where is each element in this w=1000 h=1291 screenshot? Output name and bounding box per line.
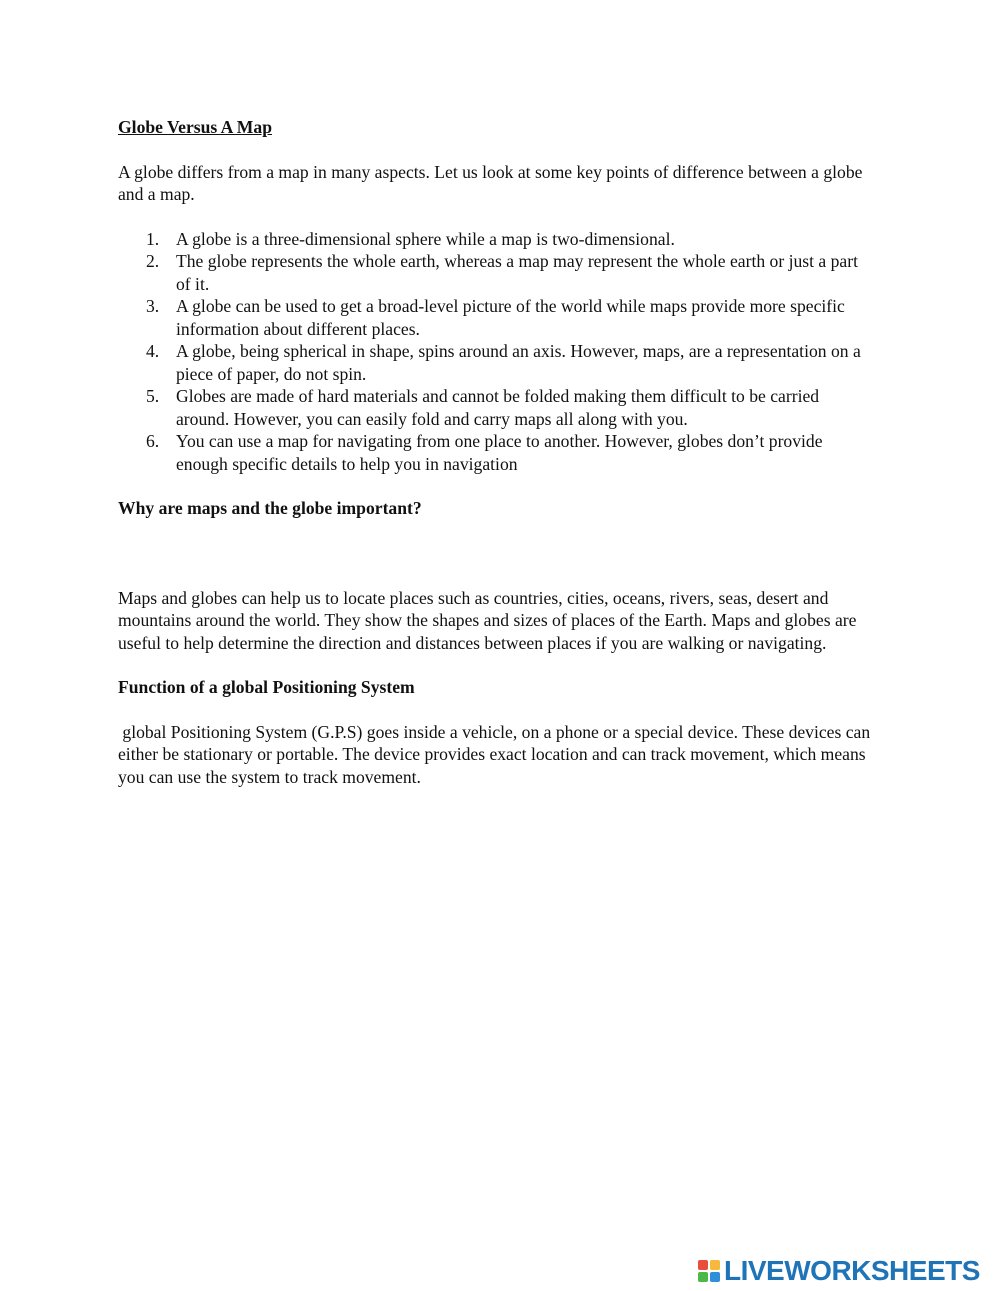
liveworksheets-logo [698,1256,980,1286]
list-item: Globes are made of hard materials and cannot be folded making them difficult to be carried around. However, you can easily fold and carry maps all along with you. [176,386,820,429]
list-item: A globe can be used to get a broad-level picture of the world while maps provide more specific information about different places. [176,296,845,339]
gps-paragraph: global Positioning System (G.P.S) goes inside a vehicle, on a phone or a special device. These devices can either be stationary or portable. The device provides exact location and can track movement, which means you can use the system to track movement. [118,721,875,787]
list-item: The globe represents the whole earth, whereas a map may represent the whole earth or just a part of it. [176,251,858,294]
logo-block [710,1260,720,1270]
intro-paragraph: A globe differs from a map in many aspects. Let us look at some key points of difference between a globe and a map. [118,161,863,204]
spacer [118,520,888,587]
document-title: Globe Versus A Map [118,117,272,137]
difference-list [118,228,888,476]
logo-text: LIVEWORKSHEETS [724,1255,980,1286]
list-item: You can use a map for navigating from one place to another. However, globes don’t provide enough specific details to help you in navigation [176,431,823,474]
list-item: A globe, being spherical in shape, spins around an axis. However, maps, are a representation on a piece of paper, do not spin. [176,341,861,384]
list-item: A globe is a three-dimensional sphere while a map is two-dimensional. [176,228,675,249]
logo-block [698,1260,708,1270]
importance-paragraph: Maps and globes can help us to locate places such as countries, cities, oceans, rivers, seas, desert and mountains around the world. They show the shapes and sizes of places of the Earth. Maps and globes are useful to help determine the direction and distances between places if you are walking or navigating. [118,587,857,653]
document-page [118,116,888,810]
importance-heading: Why are maps and the globe important? [118,498,422,518]
logo-block [710,1272,720,1282]
gps-heading: Function of a global Positioning System [118,677,415,697]
logo-blocks-icon [698,1260,720,1282]
logo-block [698,1272,708,1282]
